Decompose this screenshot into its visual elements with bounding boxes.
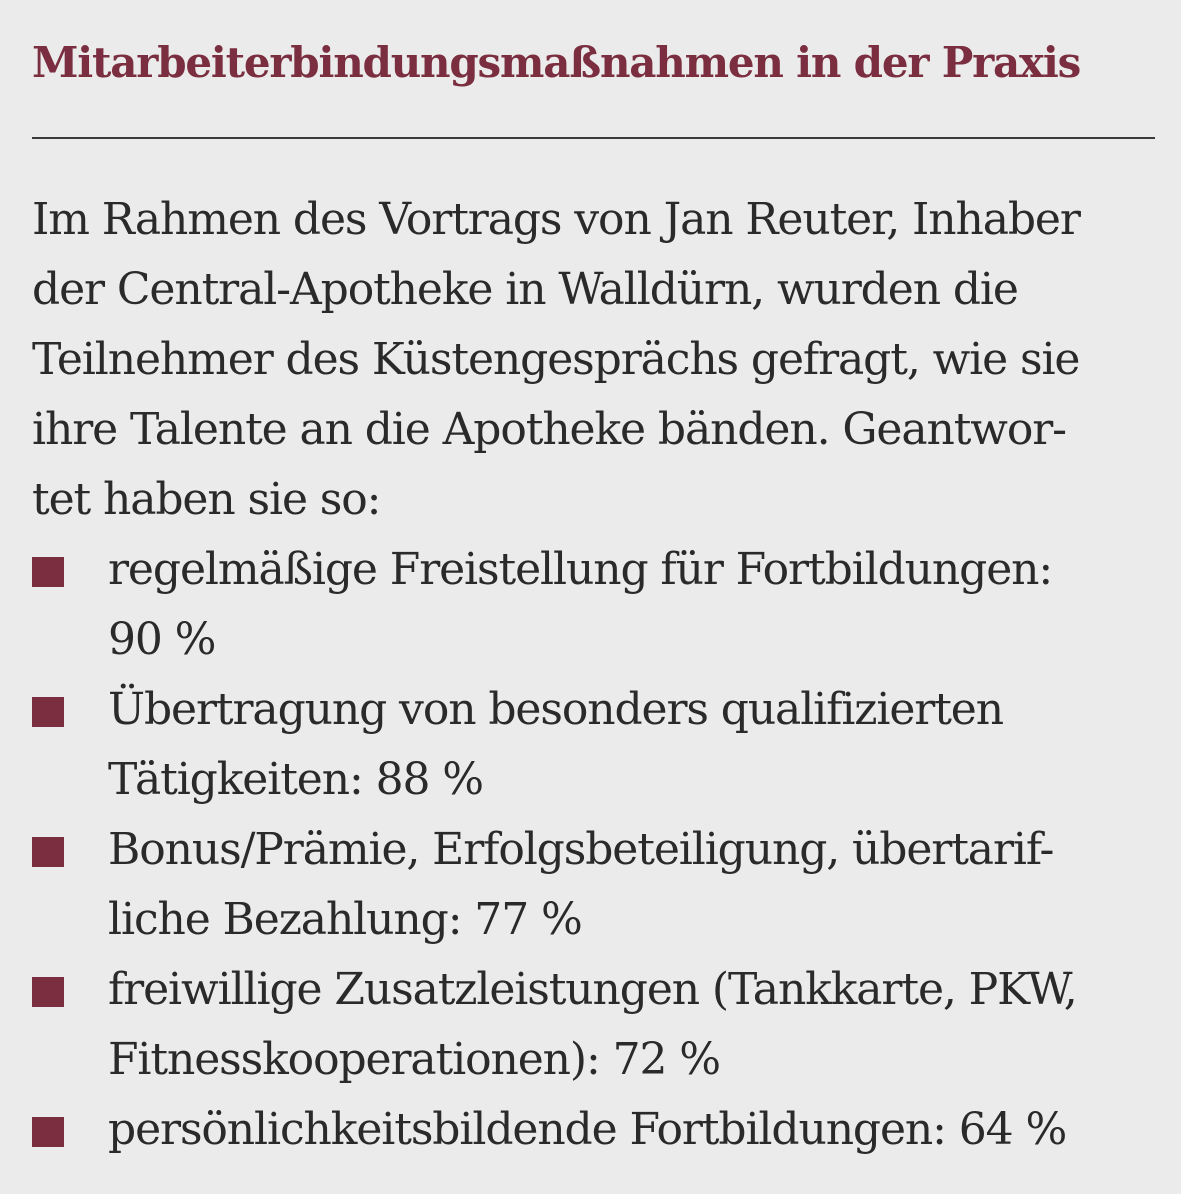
- bullet-square-icon: [32, 837, 64, 867]
- list-item: [32, 675, 1172, 815]
- list-item-text: liche Bezahlung: 77 %: [108, 894, 582, 945]
- list-item-text: Bonus/Prämie, Erfolgsbeteiligung, übertarif-: [108, 824, 1054, 875]
- title-divider: [32, 137, 1155, 139]
- box-title: Mitarbeiterbindungsmaßnahmen in der Praxis: [32, 38, 1081, 87]
- list-item-text: Übertragung von besonders qualifizierten: [108, 684, 1003, 735]
- bullet-square-icon: [32, 1117, 64, 1147]
- list-item-text: 90 %: [108, 614, 216, 665]
- intro-line: tet haben sie so:: [32, 474, 381, 525]
- intro-line: Im Rahmen des Vortrags von Jan Reuter, Inhaber: [32, 194, 1080, 245]
- intro-paragraph: [32, 185, 1172, 535]
- list-item: [32, 815, 1172, 955]
- list-item-text: freiwillige Zusatzleistungen (Tankkarte, PKW,: [108, 964, 1077, 1015]
- list-item-text: Fitnesskooperationen): 72 %: [108, 1034, 720, 1085]
- bullet-square-icon: [32, 697, 64, 727]
- list-item-text: Tätigkeiten: 88 %: [108, 754, 483, 805]
- intro-line: der Central-Apotheke in Walldürn, wurden die: [32, 264, 1018, 315]
- bullet-square-icon: [32, 977, 64, 1007]
- intro-line: ihre Talente an die Apotheke bänden. Geantwor-: [32, 404, 1066, 455]
- intro-line: Teilnehmer des Küstengesprächs gefragt, wie sie: [32, 334, 1080, 385]
- list-item-text: persönlichkeitsbildende Fortbildungen: 64 %: [108, 1104, 1067, 1155]
- list-item: [32, 955, 1172, 1095]
- results-list: [32, 535, 1172, 1165]
- list-item-text: regelmäßige Freistellung für Fortbildungen:: [108, 544, 1053, 595]
- list-item: [32, 1095, 1172, 1165]
- list-item: [32, 535, 1172, 675]
- bullet-square-icon: [32, 557, 64, 587]
